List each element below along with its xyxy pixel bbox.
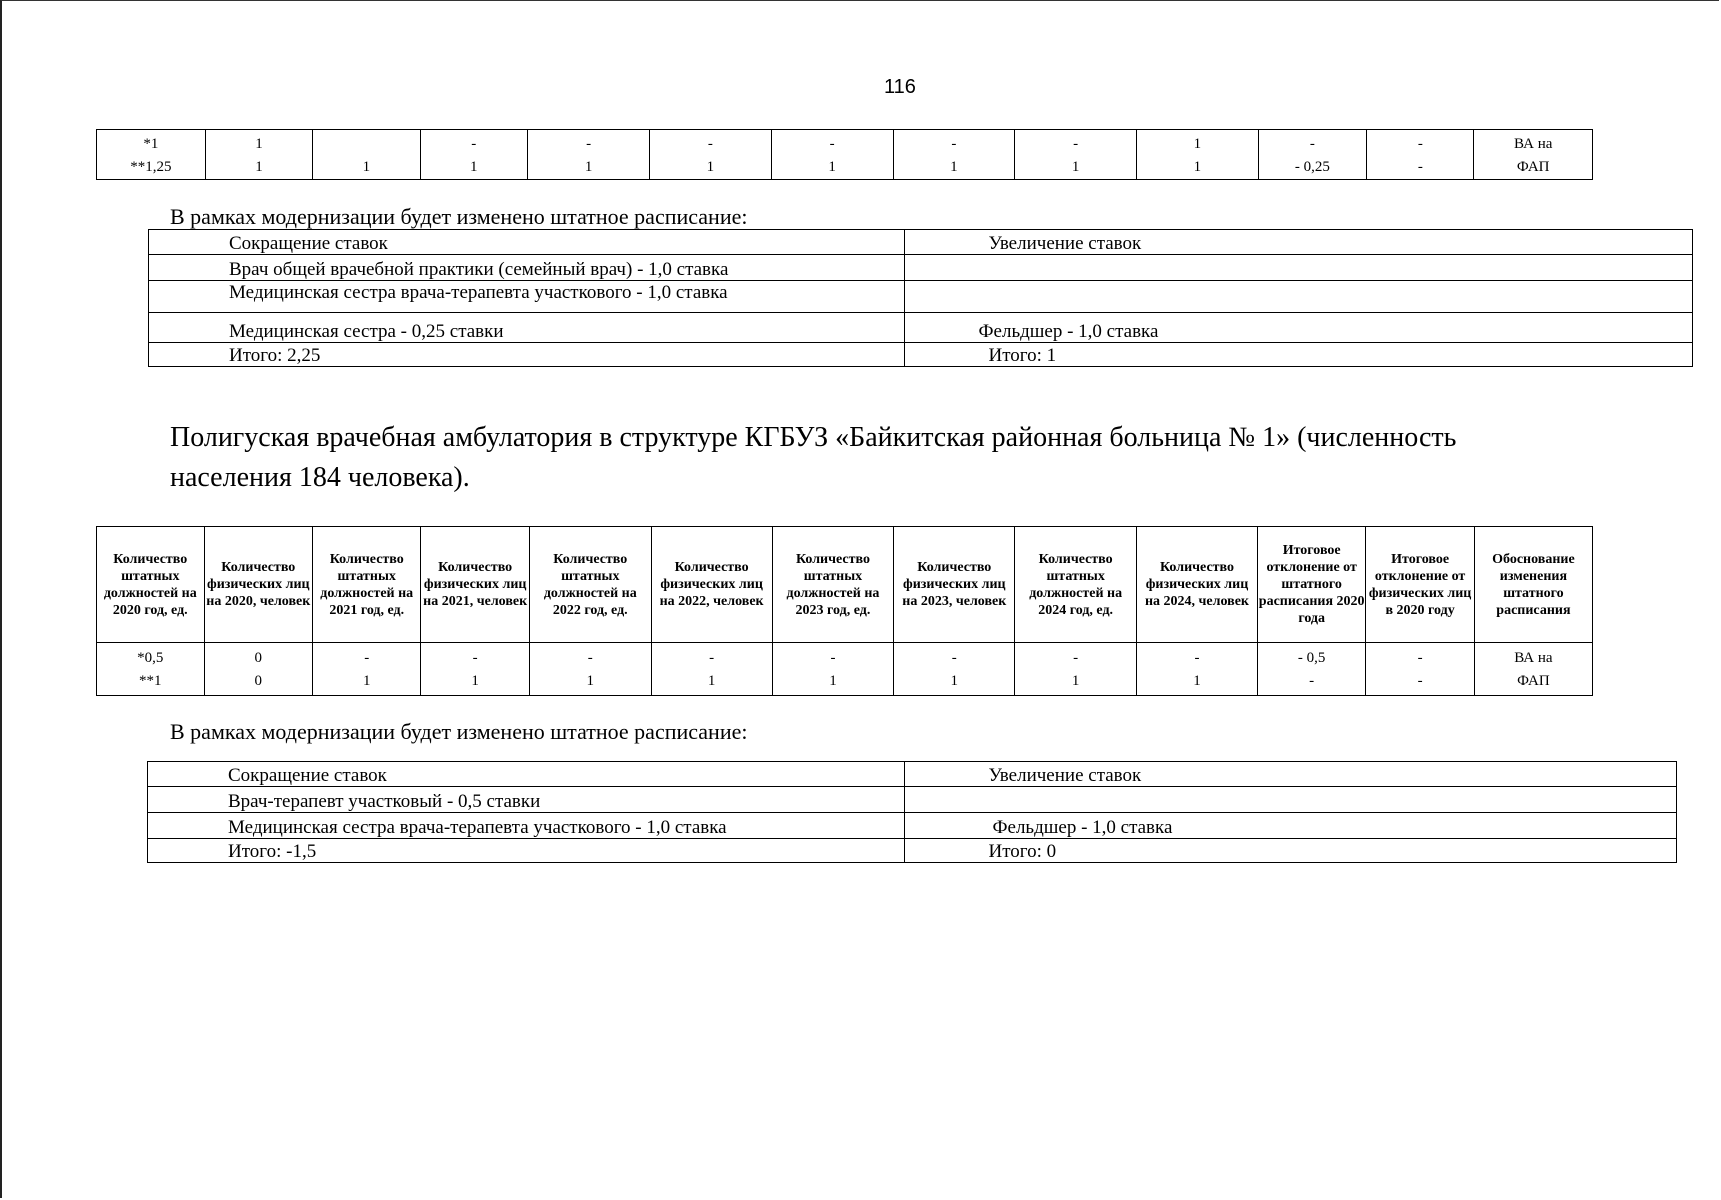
increase-cell (904, 787, 1677, 813)
table-cell: - 1 (1137, 643, 1258, 696)
increase-cell (904, 255, 1692, 281)
table-cell: 1 1 (205, 130, 312, 180)
column-header: Количество штатных должностей на 2021 год, ед. (313, 527, 421, 643)
table-row (149, 343, 1693, 367)
column-header: Количество физических лиц на 2023, человек (894, 527, 1015, 643)
table-cell: - 1 (1015, 130, 1137, 180)
table-header-row (97, 527, 1593, 643)
table-cell: - 1 (529, 643, 651, 696)
column-header: Итоговое отклонение от физических лиц в 2020 году (1366, 527, 1475, 643)
table-cell: - 1 (527, 130, 649, 180)
table-cell: *0,5 **1 (97, 643, 205, 696)
table-cell: - - (1366, 643, 1475, 696)
table-cell: ВА на ФАП (1474, 130, 1593, 180)
cut-cell: Медицинская сестра врача-терапевта участкового - 1,0 ставка (148, 813, 905, 839)
header-increase: Увеличение ставок (904, 762, 1677, 787)
table-cell: - - (1367, 130, 1474, 180)
top-staff-table (96, 129, 1593, 180)
column-header: Количество физических лиц на 2022, человек (651, 527, 772, 643)
table-cell: - 1 (771, 130, 893, 180)
increase-cell: Итого: 0 (904, 839, 1677, 863)
table-row (148, 839, 1677, 863)
table-cell: - 1 (1015, 643, 1137, 696)
cut-cell: Медицинская сестра - 0,25 ставки (149, 313, 905, 343)
column-header: Количество штатных должностей на 2024 год, ед. (1015, 527, 1137, 643)
cut-cell: Медицинская сестра врача-терапевта участкового - 1,0 ставка (149, 281, 905, 313)
increase-cell (904, 281, 1692, 313)
header-cut: Сокращение ставок (148, 762, 905, 787)
header-cut: Сокращение ставок (149, 230, 905, 255)
cut-cell: Итого: -1,5 (148, 839, 905, 863)
column-header: Количество физических лиц на 2021, человек (421, 527, 530, 643)
table-row (97, 643, 1593, 696)
staff-change-table (147, 761, 1677, 863)
table-cell: 0 0 (204, 643, 313, 696)
modernization-label: В рамках модернизации будет изменено штатное расписание: (170, 719, 748, 744)
header-increase: Увеличение ставок (904, 230, 1692, 255)
table-cell: - 1 (651, 643, 772, 696)
column-header: Количество физических лиц на 2024, человек (1137, 527, 1258, 643)
staff-change-table (148, 229, 1693, 367)
table-cell: - 1 (421, 643, 530, 696)
table-row (149, 313, 1693, 343)
table-cell: 1 1 (1137, 130, 1258, 180)
column-header: Количество штатных должностей на 2023 год, ед. (772, 527, 894, 643)
section-heading: Полигуская врачебная амбулатория в структуре КГБУЗ «Байкитская районная больница № 1» (численность населения 184 человека). (170, 422, 1457, 493)
table-cell: 1 (313, 130, 420, 180)
page-number: 116 (884, 76, 916, 98)
table-cell: - 0,5 - (1257, 643, 1365, 696)
table-cell: - 1 (894, 643, 1015, 696)
table-cell: - 1 (420, 130, 527, 180)
table-row (148, 762, 1677, 787)
table-cell: - 1 (313, 643, 421, 696)
increase-cell: Итого: 1 (904, 343, 1692, 367)
table-row (149, 255, 1693, 281)
table-row (148, 813, 1677, 839)
increase-cell: Фельдшер - 1,0 ставка (904, 813, 1677, 839)
table-cell: - - 0,25 (1258, 130, 1367, 180)
table-cell: - 1 (650, 130, 771, 180)
column-header: Количество штатных должностей на 2022 год, ед. (529, 527, 651, 643)
table-row (149, 281, 1693, 313)
table-cell: - 1 (893, 130, 1014, 180)
column-header: Обоснование изменения штатного расписания (1474, 527, 1592, 643)
table-cell: ВА на ФАП (1474, 643, 1592, 696)
table-row (148, 787, 1677, 813)
increase-cell: Фельдшер - 1,0 ставка (904, 313, 1692, 343)
main-staff-table (96, 526, 1593, 696)
cut-cell: Врач-терапевт участковый - 0,5 ставки (148, 787, 905, 813)
table-cell: *1 **1,25 (97, 130, 206, 180)
cut-cell: Врач общей врачебной практики (семейный врач) - 1,0 ставка (149, 255, 905, 281)
table-row (149, 230, 1693, 255)
column-header: Количество штатных должностей на 2020 год, ед. (97, 527, 205, 643)
modernization-label: В рамках модернизации будет изменено штатное расписание: (170, 204, 748, 229)
column-header: Итоговое отклонение от штатного расписания 2020 года (1257, 527, 1365, 643)
column-header: Количество физических лиц на 2020, человек (204, 527, 313, 643)
table-cell: - 1 (772, 643, 894, 696)
cut-cell: Итого: 2,25 (149, 343, 905, 367)
table-row (97, 130, 1593, 180)
